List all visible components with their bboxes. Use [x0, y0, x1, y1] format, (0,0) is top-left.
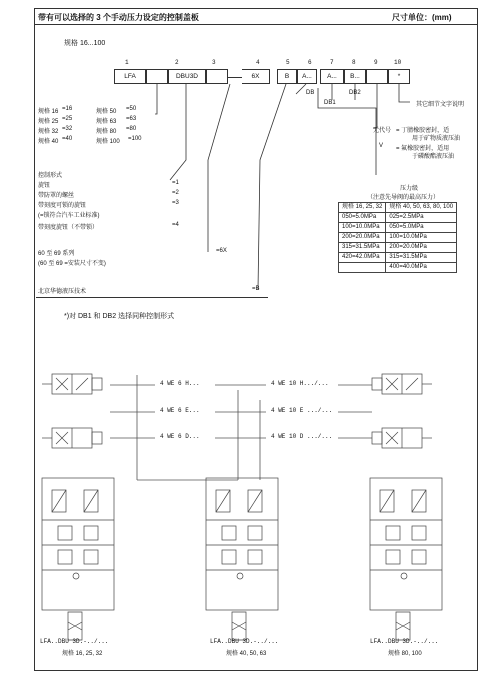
pos-3: 3 — [212, 59, 216, 66]
code-box-a: A... — [320, 69, 344, 84]
size-50-label: 规格 50 — [96, 109, 117, 115]
code-box-seal: A... — [297, 69, 317, 84]
code-box-lfa: LFA — [114, 69, 146, 84]
size-40-label: 规格 40 — [38, 139, 59, 145]
valve-right-e: 4 WE 10 E .../... — [271, 407, 333, 414]
series60-line1: 60 至 69 系列 — [38, 251, 75, 257]
unit-label: 尺寸单位：(mm) — [392, 13, 452, 22]
pressure-cell: 315=31.5MPa — [386, 253, 457, 263]
pos-4: 4 — [256, 59, 260, 66]
control-val-2: =2 — [172, 190, 179, 196]
seal-none-label: 无代号 — [373, 128, 392, 134]
code-box-dbu3d: DBU3D — [168, 69, 206, 84]
bosch-label: 北京华德液压技术 — [38, 289, 87, 295]
pos-9: 9 — [374, 59, 378, 66]
size-40-val: =40 — [62, 136, 73, 142]
caption-left-size: 规格 16, 25, 32 — [62, 651, 103, 657]
control-item-3: 带刻度可锁的旋钮 — [38, 203, 87, 209]
pressure-cell: 100=10.0MPa — [339, 223, 386, 233]
pressure-title: 压力级 — [400, 186, 419, 192]
control-item-4: 带刻度旋钮（不带锁） — [38, 225, 99, 231]
control-item-3-note: (=锁符合汽车工业标准) — [38, 213, 100, 219]
pressure-cell: 200=20.0MPa — [339, 233, 386, 243]
caption-right-size: 规格 80, 100 — [388, 651, 422, 657]
pressure-cell: 200=20.0MPa — [386, 243, 457, 253]
size-63-label: 规格 63 — [96, 119, 117, 125]
db-label: DB — [306, 90, 315, 96]
series60-val: =6X — [216, 248, 227, 254]
seal-none-desc1: = 丁腈橡胶密封，适 — [396, 128, 450, 134]
seal-v-label: V — [379, 143, 384, 149]
valve-left-e: 4 WE 6 E... — [160, 407, 200, 414]
code-box-6x: 6X — [242, 69, 270, 84]
caption-mid-size: 规格 40, 50, 63 — [226, 651, 267, 657]
size-32-val: =32 — [62, 126, 73, 132]
pressure-cell: 100=10.0MPa — [386, 233, 457, 243]
pressure-cell: 050=5.0MPa — [339, 213, 386, 223]
caption-left-code: LFA..DBU 3D.-../... — [40, 638, 109, 645]
size-100-val: =100 — [128, 136, 142, 142]
db2-label: DB2 — [349, 90, 361, 96]
pos-8: 8 — [352, 59, 356, 66]
seal-none-desc2: 用于矿物质液压油 — [412, 136, 461, 142]
size-80-label: 规格 80 — [96, 129, 117, 135]
size-80-val: =80 — [126, 126, 137, 132]
pressure-cell: 420=42.0MPa — [339, 253, 386, 263]
pressure-col2-header: 规格 40, 50, 63, 80, 100 — [386, 203, 457, 213]
control-val-3: =3 — [172, 200, 179, 206]
pressure-cell: 315=31.5MPa — [339, 243, 386, 253]
pos-10: 10 — [394, 59, 402, 66]
valve-left-d: 4 WE 6 D... — [160, 433, 200, 440]
control-item-2: 带防罩的螺丝 — [38, 193, 75, 199]
size-50-val: =50 — [126, 106, 137, 112]
series60-line2: (60 至 69 =安装尺寸不变) — [38, 261, 106, 267]
control-val-4: =4 — [172, 222, 179, 228]
pressure-cell: 050=5.0MPa — [386, 223, 457, 233]
seal-v-desc2: 于磷酸酯液压油 — [412, 154, 455, 160]
size-100-label: 规格 100 — [96, 139, 120, 145]
caption-mid-code: LFA..DBU 3D.-../... — [210, 638, 279, 645]
pressure-subtitle: （注意先导阀的最高压力） — [367, 195, 440, 201]
seal-v-desc1: = 氟橡胶密封，适用 — [396, 146, 450, 152]
size-25-label: 规格 25 — [38, 119, 59, 125]
pos-6: 6 — [308, 59, 312, 66]
valve-right-h: 4 WE 10 H.../... — [271, 380, 329, 387]
pos-5: 5 — [286, 59, 290, 66]
db1-label: DB1 — [324, 100, 336, 106]
pos-7: 7 — [330, 59, 334, 66]
page-title: 带有可以选择的 3 个手动压力设定的控制盖板 — [38, 13, 199, 22]
code-box-star: * — [388, 69, 410, 84]
size-16-val: =16 — [62, 106, 73, 112]
code-box-b: B — [277, 69, 297, 84]
pos-1: 1 — [125, 59, 129, 66]
valve-left-h: 4 WE 6 H... — [160, 380, 200, 387]
pressure-cell: 025=2.5MPa — [386, 213, 457, 223]
size-16-label: 规格 16 — [38, 109, 59, 115]
control-heading: 控制形式 — [38, 173, 63, 179]
series-label: 规格 16...100 — [64, 40, 106, 47]
pressure-col1-header: 规格 16, 25, 32 — [339, 203, 386, 213]
code-box-b2: B... — [344, 69, 366, 84]
control-item-1: 旋钮 — [38, 183, 51, 189]
bosch-val: =B — [252, 286, 260, 292]
pressure-cell: 400=40.0MPa — [386, 263, 457, 273]
size-63-val: =63 — [126, 116, 137, 122]
other-details-label: 其它细节文字说明 — [416, 102, 465, 108]
caption-right-code: LFA..DBU 3D.-../... — [370, 638, 439, 645]
size-25-val: =25 — [62, 116, 73, 122]
size-32-label: 规格 32 — [38, 129, 59, 135]
pos-2: 2 — [175, 59, 179, 66]
valve-right-d: 4 WE 10 D .../... — [271, 433, 333, 440]
control-val-1: =1 — [172, 180, 179, 186]
note-text: *)对 DB1 和 DB2 选择同种控制形式 — [64, 313, 175, 320]
